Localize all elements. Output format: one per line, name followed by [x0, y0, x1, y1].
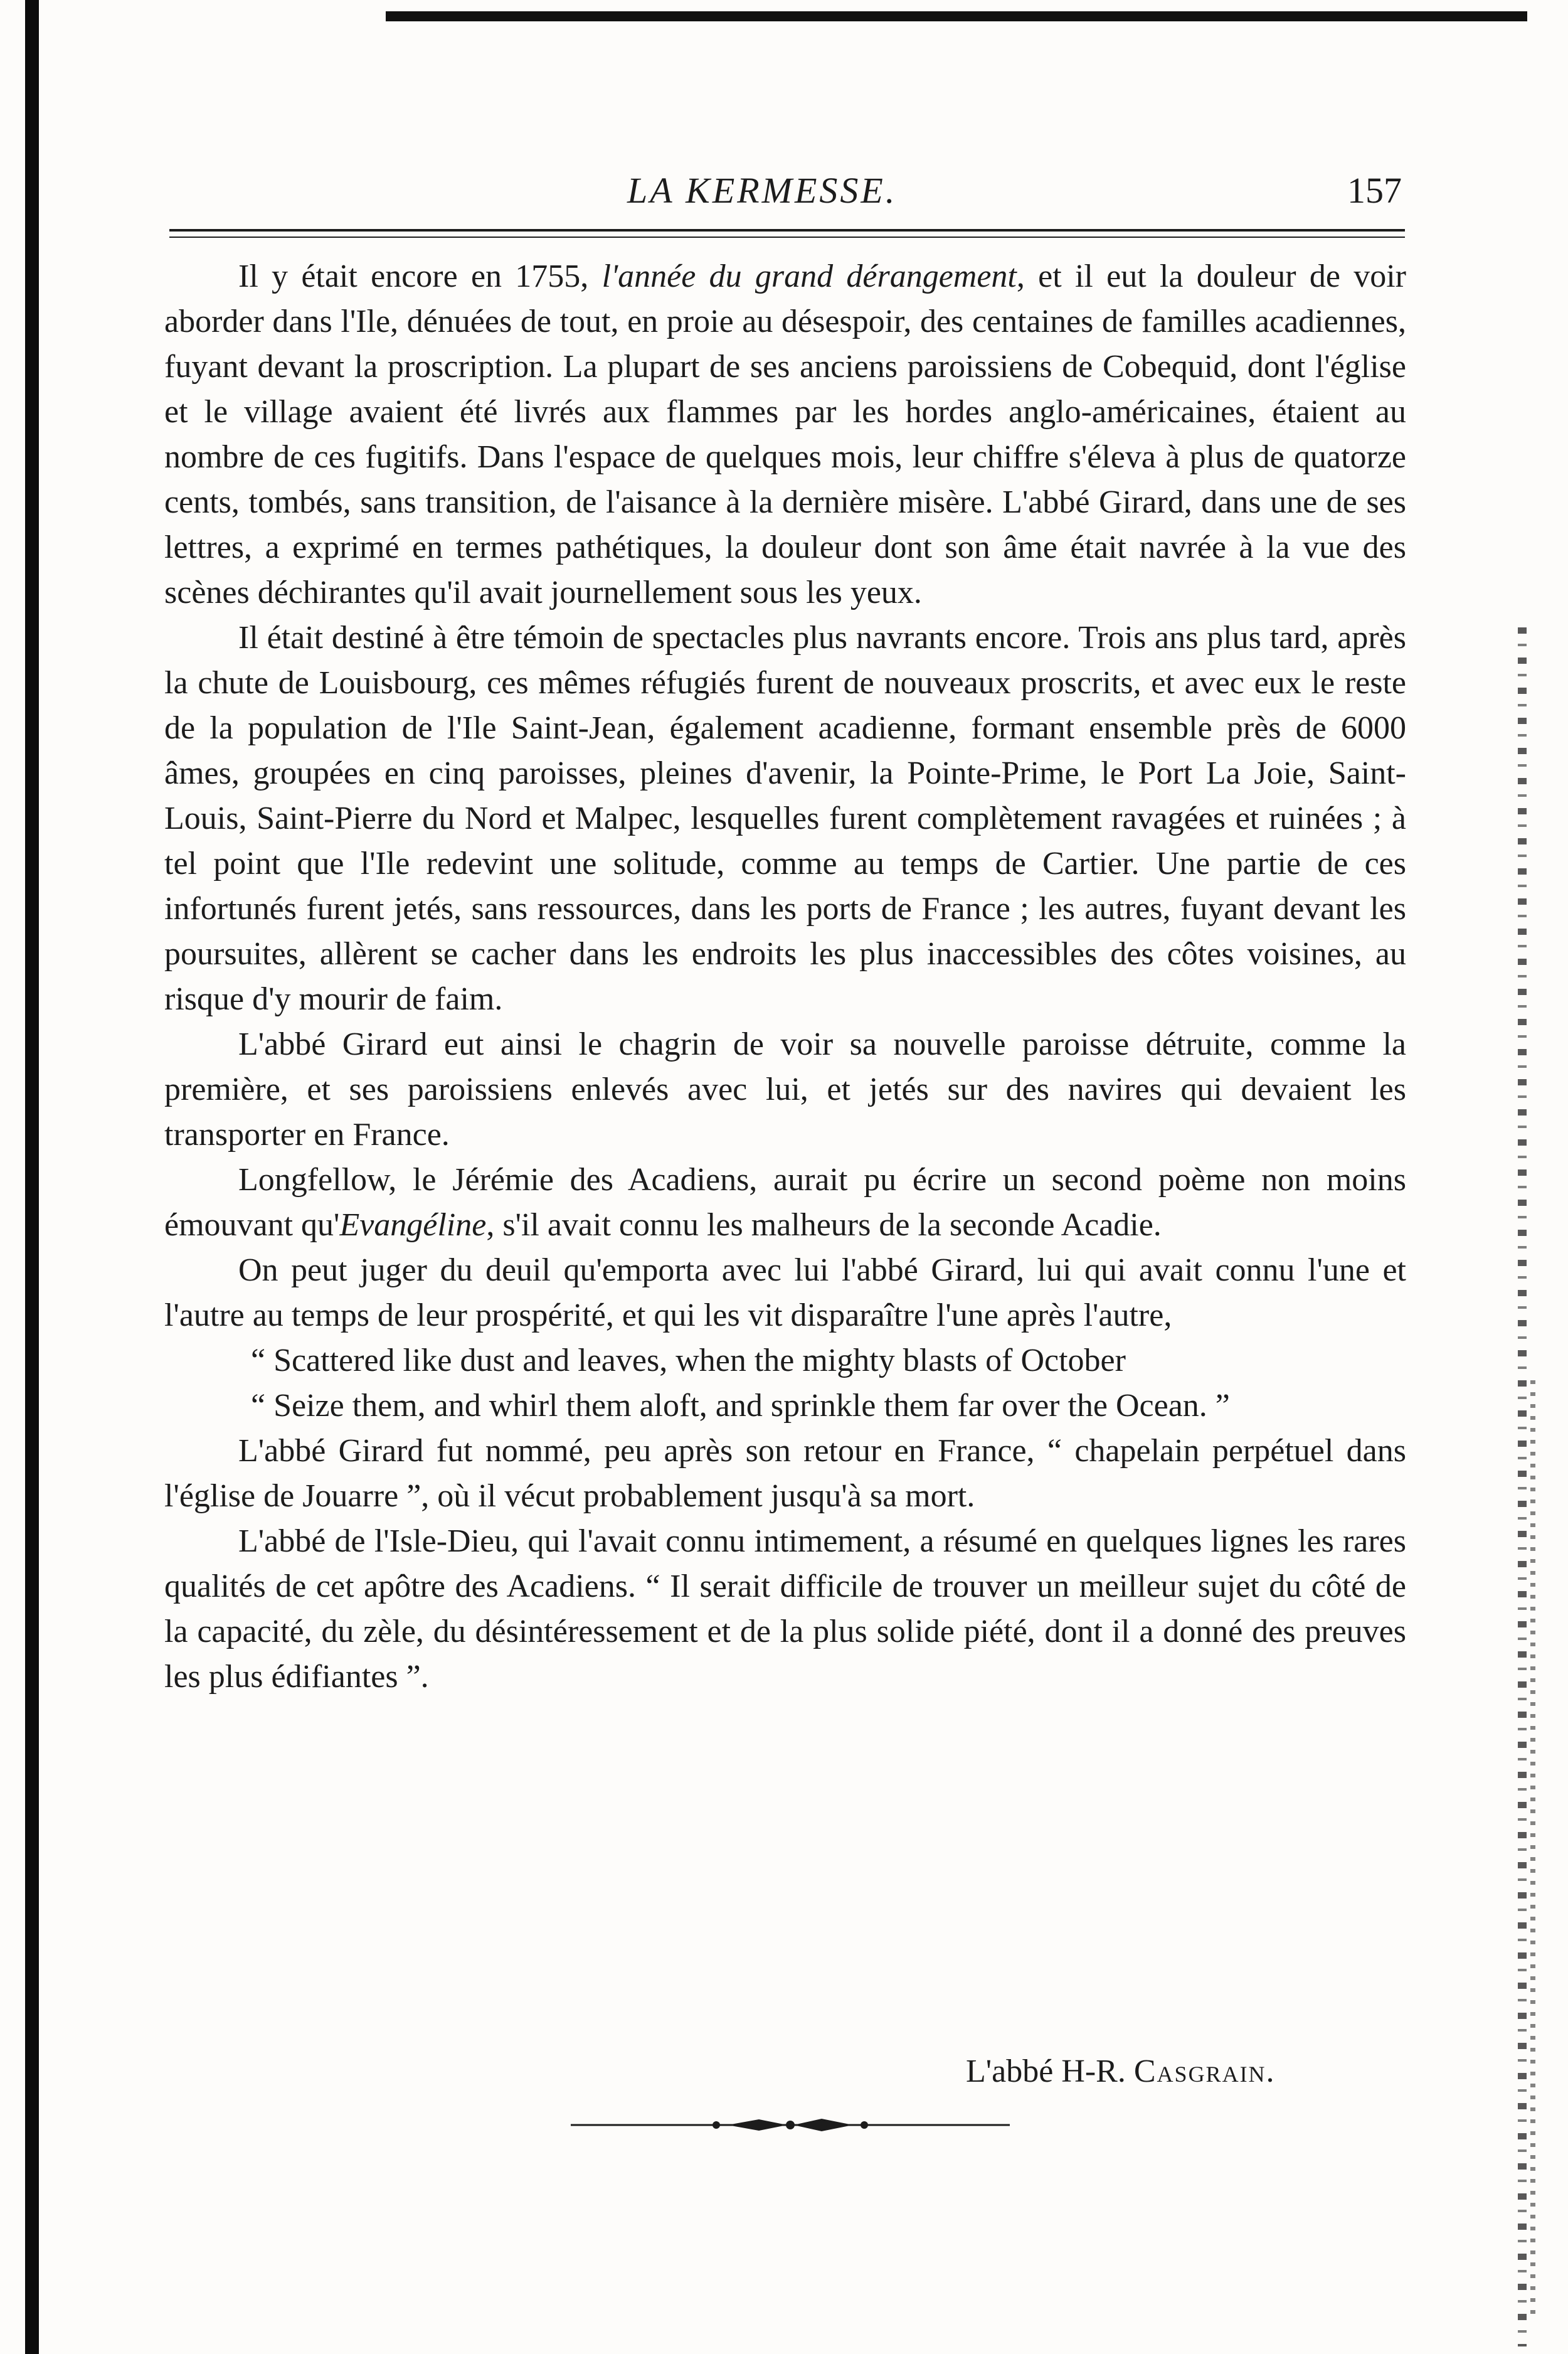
scan-right-edge-marks-secondary [1530, 1380, 1535, 2321]
paragraph-1-text-a: Il y était encore en 1755, [238, 258, 602, 294]
signature [966, 2053, 1276, 2090]
paragraph-4-text-b: , s'il avait connu les malheurs de la seconde Acadie. [486, 1207, 1162, 1243]
scan-top-edge [386, 11, 1527, 21]
running-head [0, 169, 1568, 226]
header-rule [169, 229, 1405, 238]
paragraph-3 [164, 1022, 1406, 1158]
paragraph-1-emphasis: l'année du grand dérangement [601, 258, 1017, 294]
paragraph-4-text-a: Longfellow, le Jérémie des Acadiens, aurait pu écrire un second poème non moins émouvant qu' [164, 1162, 1406, 1243]
paragraph-1-text-b: , et il eut la douleur de voir aborder dans l'Ile, dénuées de tout, en proie au désespoir, des centaines de familles acadiennes, fuyant devant la proscription. La plupart de ses anciens paroissiens de Cobequid, dont l'église et le village avaient été livrés aux flammes par les hordes anglo-américaines, étaient au nombre de ces fugitifs. Dans l'espace de quelques mois, leur chiffre s'éleva à plus de quatorze cents, tombés, sans transition, de l'aisance à la dernière misère. L'abbé Girard, dans une de ses lettres, a exprimé en termes pathétiques, la douleur dont son âme était navrée à la vue des scènes déchirantes qu'il avait journellement sous les yeux. [164, 258, 1406, 610]
end-ornament [571, 2117, 1010, 2133]
paragraph-6: L'abbé Girard fut nommé, peu après son retour en France, “ chapelain perpétuel dans l'église de Jouarre ”, où il vécut probablement jusqu'à sa mort. [164, 1433, 1406, 1514]
signature-name: Casgrain. [1133, 2053, 1276, 2089]
paragraph-5-text: On peut juger du deuil qu'emporta avec lui l'abbé Girard, lui qui avait connu l'une et l'autre au temps de leur prospérité, et qui les vit disparaître l'une après l'autre, [164, 1252, 1406, 1333]
article-body [164, 254, 1406, 1700]
paragraph-7: L'abbé de l'Isle-Dieu, qui l'avait connu intimement, a résumé en quelques lignes les rares qualités de cet apôtre des Acadiens. “ Il serait difficile de trouver un meilleur sujet du côté de la capacité, du zèle, du désintéressement et de la plus solide piété, dont il a donné des preuves les plus édifiantes ”. [164, 1523, 1406, 1695]
signature-prefix: L'abbé H-R. [966, 2053, 1134, 2089]
paragraph-2-text: Il était destiné à être témoin de spectacles plus navrants encore. Trois ans plus tard, après la chute de Louisbourg, ces mêmes réfugiés furent de nouveaux proscrits, et avec eux le reste de la population de l'Ile Saint-Jean, également acadienne, formant ensemble près de 6000 âmes, groupées en cinq paroisses, pleines d'avenir, la Pointe-Prime, le Port La Joie, Saint-Louis, Saint-Pierre du Nord et Malpec, lesquelles furent complètement ravagées et ruinées ; à tel point que l'Ile redevint une solitude, comme au temps de Cartier. Une partie de ces infortunés furent jetés, sans ressources, dans les ports de France ; les autres, fuyant devant les poursuites, allèrent se cacher dans les endroits les plus inaccessibles des côtes voisines, au risque d'y mourir de faim. [164, 620, 1406, 1017]
paragraph-1 [164, 254, 1406, 615]
running-title: LA KERMESSE. [627, 170, 898, 211]
verse-line-1: “ Scattered like dust and leaves, when the mighty blasts of October [251, 1343, 1126, 1378]
paragraph-3-text: L'abbé Girard eut ainsi le chagrin de voir sa nouvelle paroisse détruite, comme la première, et ses paroissiens enlevés avec lui, et jetés sur des navires qui devaient les transporter en France. [164, 1026, 1406, 1153]
page-number: 157 [1347, 170, 1402, 211]
verse-line-2: “ Seize them, and whirl them aloft, and sprinkle them far over the Ocean. ” [251, 1388, 1230, 1424]
paragraph-5 [164, 1248, 1406, 1338]
paragraph-2 [164, 615, 1406, 1022]
scan-right-edge-marks [1518, 627, 1527, 2346]
paragraph-4-emphasis: Evangéline [339, 1207, 487, 1243]
paragraph-4 [164, 1158, 1406, 1248]
scan-binding-edge [25, 0, 39, 2354]
